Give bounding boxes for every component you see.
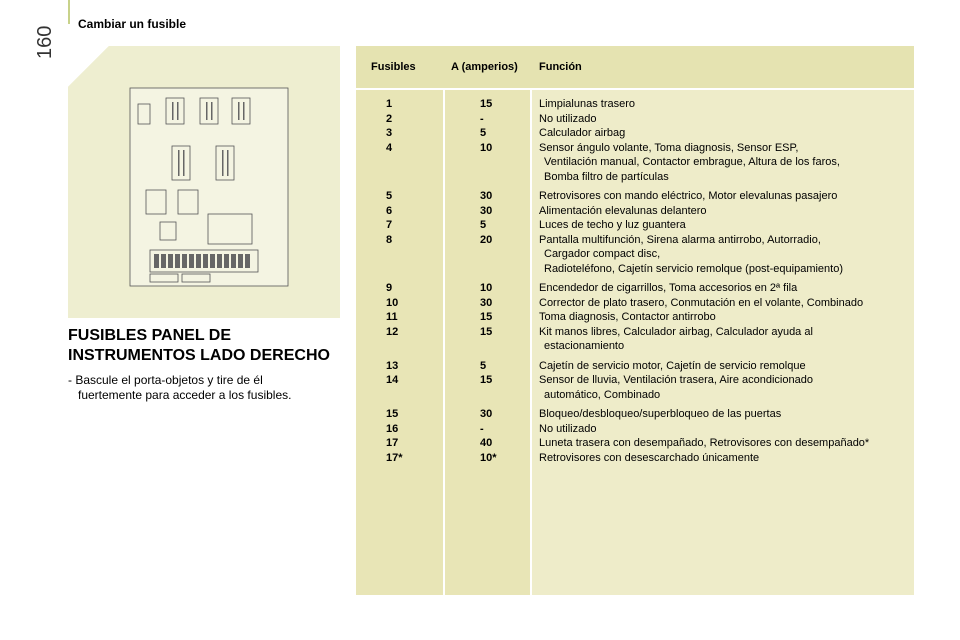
fuse-function	[539, 218, 914, 233]
fuse-function-line: Luces de techo y luz guantera	[539, 219, 686, 231]
fuse-number: 5	[386, 190, 393, 202]
header-function: Función	[539, 61, 582, 73]
fuse-amperage: 40	[480, 437, 493, 449]
fuse-amperage: 5	[480, 359, 487, 372]
fuse-table-header	[356, 46, 914, 88]
fuse-number: 16	[386, 422, 399, 435]
fuse-function-line: Limpialunas trasero	[539, 98, 635, 110]
fuse-function	[539, 407, 914, 422]
fuse-function	[539, 112, 914, 127]
fuse-function-line: Toma diagnosis, Contactor antirrobo	[539, 311, 716, 323]
fuse-amperage: 5	[480, 219, 487, 231]
fuse-function	[539, 310, 914, 325]
fuse-function-line: Radioteléfono, Cajetín servicio remolque (post-equipamiento)	[544, 262, 843, 275]
fuse-function	[539, 296, 914, 311]
fuse-number: 9	[386, 282, 393, 294]
table-row	[356, 204, 914, 219]
table-row	[356, 436, 914, 451]
fuse-table	[356, 46, 914, 595]
fuse-amperage: 30	[480, 296, 493, 309]
fuse-number: 1	[386, 98, 393, 110]
fuse-function-line: Bloqueo/desbloqueo/superbloqueo de las puertas	[539, 408, 782, 420]
fuse-number: 6	[386, 204, 393, 217]
fuse-amperage: 30	[480, 408, 493, 420]
table-row	[356, 126, 914, 141]
header-accent-bar	[68, 0, 70, 24]
fuse-number: 12	[386, 325, 399, 338]
fuse-function-line: Pantalla multifunción, Sirena alarma antirrobo, Autorradio,	[539, 233, 821, 246]
fuse-function	[539, 189, 914, 204]
section-heading-line1: FUSIBLES PANEL DE	[68, 327, 231, 344]
table-row	[356, 141, 914, 185]
fuse-function-line: No utilizado	[539, 112, 597, 125]
fuse-function-line: Alimentación elevalunas delantero	[539, 204, 707, 217]
fuse-number: 4	[386, 141, 393, 154]
table-row	[356, 189, 914, 204]
fuse-number: 7	[386, 219, 393, 231]
fuse-function	[539, 325, 914, 354]
table-row	[356, 325, 914, 354]
fusebox-illustration-panel	[68, 46, 340, 318]
fuse-amperage: 15	[480, 311, 493, 323]
fuse-function-line: Cajetín de servicio motor, Cajetín de servicio remolque	[539, 359, 806, 372]
page-number: 160	[34, 25, 56, 59]
fuse-number: 15	[386, 408, 399, 420]
fuse-amperage: 15	[480, 374, 493, 386]
fuse-amperage: 10	[480, 282, 493, 294]
fuse-function	[539, 436, 914, 451]
table-row	[356, 310, 914, 325]
fuse-number: 13	[386, 359, 399, 372]
fuse-function-line: Cargador compact disc,	[544, 248, 661, 260]
fuse-amperage: -	[480, 112, 484, 125]
fuse-amperage: 15	[480, 325, 493, 338]
table-row	[356, 281, 914, 296]
section-heading	[68, 326, 348, 366]
fuse-function	[539, 141, 914, 185]
fuse-function-line: Corrector de plato trasero, Conmutación en el volante, Combinado	[539, 296, 864, 309]
table-row	[356, 296, 914, 311]
fuse-amperage: 30	[480, 204, 493, 217]
table-row	[356, 97, 914, 112]
fuse-number: 3	[386, 127, 393, 139]
fuse-function	[539, 451, 914, 466]
header-fuses: Fusibles	[371, 61, 416, 73]
fuse-function-line: Calculador airbag	[539, 127, 626, 139]
table-row	[356, 359, 914, 374]
fuse-function	[539, 422, 914, 437]
fuse-function	[539, 373, 914, 402]
fuse-amperage: 10*	[480, 451, 497, 464]
fuse-amperage: 10	[480, 141, 493, 154]
table-row	[356, 112, 914, 127]
fuse-function-line: Bomba filtro de partículas	[544, 170, 669, 183]
fuse-function-line: Sensor de lluvia, Ventilación trasera, Aire acondicionado	[539, 374, 813, 386]
fuse-function	[539, 233, 914, 277]
fuse-number: 14	[386, 374, 399, 386]
fuse-number: 11	[386, 311, 398, 323]
fuse-function-line: Luneta trasera con desempañado, Retrovisores con desempañado*	[539, 437, 870, 449]
fuse-function	[539, 204, 914, 219]
fuse-table-body	[356, 97, 914, 465]
fuse-number: 17*	[386, 451, 403, 464]
fuse-amperage: 30	[480, 190, 493, 202]
table-row	[356, 373, 914, 402]
fuse-number: 10	[386, 296, 399, 309]
fuse-function-line: estacionamiento	[544, 340, 625, 352]
section-heading-line2: INSTRUMENTOS LADO DERECHO	[68, 347, 330, 364]
instruction-text	[68, 373, 338, 403]
fuse-function-line: Kit manos libres, Calculador airbag, Calculador ayuda al	[539, 325, 813, 338]
fuse-amperage: 20	[480, 233, 493, 246]
instruction-line1: - Bascule el porta-objetos y tire de él	[68, 373, 263, 387]
instruction-line2: fuertemente para acceder a los fusibles.	[78, 388, 292, 402]
table-row	[356, 407, 914, 422]
fuse-function-line: Retrovisores con mando eléctrico, Motor elevalunas pasajero	[539, 190, 838, 202]
table-row	[356, 218, 914, 233]
fuse-function	[539, 126, 914, 141]
fuse-number: 2	[386, 112, 393, 125]
fuse-function-line: No utilizado	[539, 422, 597, 435]
fuse-amperage: 5	[480, 127, 487, 139]
fuse-number: 8	[386, 233, 393, 246]
fuse-function	[539, 281, 914, 296]
fuse-function-line: automático, Combinado	[544, 388, 661, 401]
fuse-function	[539, 97, 914, 112]
fusebox-diagram	[128, 84, 292, 290]
fuse-function	[539, 359, 914, 374]
fuse-function-line: Retrovisores con desescarchado únicamente	[539, 451, 760, 464]
table-row	[356, 233, 914, 277]
fuse-number: 17	[386, 437, 399, 449]
fuse-function-line: Sensor ángulo volante, Toma diagnosis, Sensor ESP,	[539, 141, 799, 154]
fuse-amperage: 15	[480, 98, 493, 110]
section-title: Cambiar un fusible	[78, 17, 187, 31]
table-row	[356, 422, 914, 437]
fuse-amperage: -	[480, 422, 484, 435]
fuse-function-line: Ventilación manual, Contactor embrague, Altura de los faros,	[544, 156, 840, 168]
table-row	[356, 451, 914, 466]
header-amps: A (amperios)	[451, 61, 518, 73]
fuse-function-line: Encendedor de cigarrillos, Toma accesorios en 2ª fila	[539, 282, 798, 294]
